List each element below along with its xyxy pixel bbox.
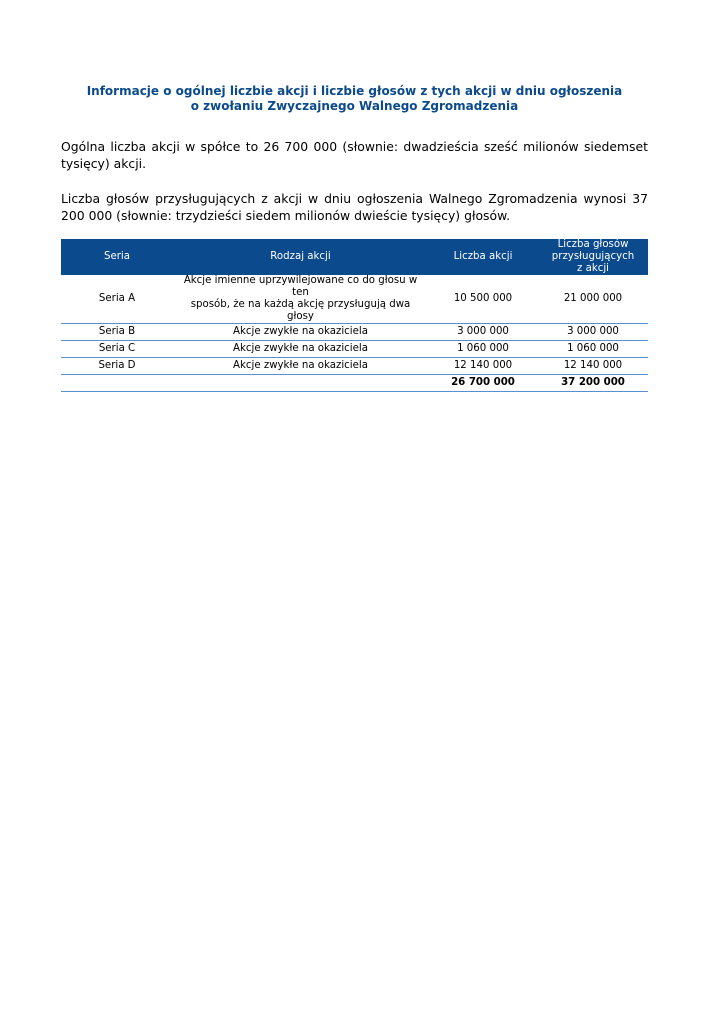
- title-line-1: Informacje o ogólnej liczbie akcji i liczbie głosów z tych akcji w dniu ogłoszenia: [86, 84, 623, 98]
- document-page: [61, 84, 648, 392]
- header-liczba: Liczba akcji: [428, 239, 538, 275]
- table-row: [61, 324, 648, 341]
- document-title: [61, 84, 648, 114]
- table-row: [61, 341, 648, 358]
- cell-rodzaj: Akcje zwykłe na okaziciela: [173, 358, 428, 375]
- cell-rodzaj-empty: [173, 375, 428, 392]
- cell-glosy: 1 060 000: [538, 341, 648, 358]
- totals-row: [61, 375, 648, 392]
- shares-table: [61, 239, 648, 392]
- header-seria: Seria: [61, 239, 173, 275]
- cell-seria: Seria A: [61, 275, 173, 324]
- header-glosy-line-1: Liczba głosów: [557, 239, 629, 250]
- cell-liczba: 3 000 000: [428, 324, 538, 341]
- shares-table-body: [61, 275, 648, 392]
- cell-rodzaj: Akcje zwykłe na okaziciela: [173, 324, 428, 341]
- cell-seria: Seria C: [61, 341, 173, 358]
- total-shares-paragraph: Ogólna liczba akcji w spółce to 26 700 000 (słownie: dwadzieścia sześć milionów siedemset tysięcy) akcji.: [61, 139, 648, 171]
- cell-rodzaj-line-2: sposób, że na każdą akcję przysługują dwa głosy: [190, 299, 411, 322]
- cell-seria: Seria B: [61, 324, 173, 341]
- table-row: [61, 358, 648, 375]
- header-row: [61, 239, 648, 275]
- header-glosy: [538, 239, 648, 275]
- table-row: [61, 275, 648, 324]
- shares-table-header: [61, 239, 648, 275]
- title-line-2: o zwołaniu Zwyczajnego Walnego Zgromadzenia: [190, 99, 519, 113]
- cell-glosy: 12 140 000: [538, 358, 648, 375]
- cell-rodzaj-line-1: Akcje imienne uprzywilejowane co do głosu w ten: [183, 275, 418, 298]
- total-votes-paragraph: Liczba głosów przysługujących z akcji w dniu ogłoszenia Walnego Zgromadzenia wynosi 37 200 000 (słownie: trzydzieści siedem milionów dwieście tysięcy) głosów.: [61, 191, 648, 223]
- cell-seria: Seria D: [61, 358, 173, 375]
- total-glosy: 37 200 000: [538, 375, 648, 392]
- header-glosy-line-3: z akcji: [577, 263, 609, 274]
- cell-seria-empty: [61, 375, 173, 392]
- cell-rodzaj: Akcje zwykłe na okaziciela: [173, 341, 428, 358]
- header-glosy-line-2: przysługujących: [551, 251, 635, 262]
- header-rodzaj: Rodzaj akcji: [173, 239, 428, 275]
- cell-liczba: 1 060 000: [428, 341, 538, 358]
- cell-glosy: 21 000 000: [538, 275, 648, 324]
- total-liczba: 26 700 000: [428, 375, 538, 392]
- cell-liczba: 12 140 000: [428, 358, 538, 375]
- cell-glosy: 3 000 000: [538, 324, 648, 341]
- cell-rodzaj: [173, 275, 428, 324]
- cell-liczba: 10 500 000: [428, 275, 538, 324]
